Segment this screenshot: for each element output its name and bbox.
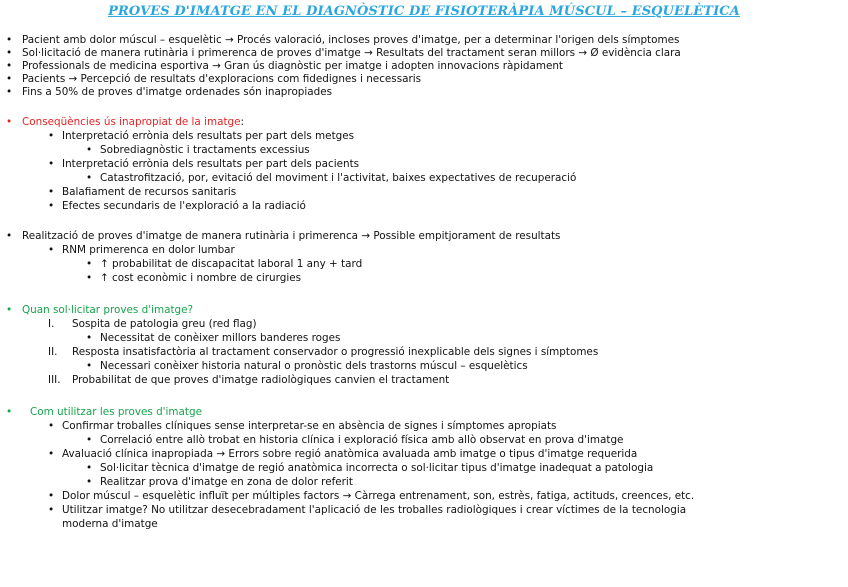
routine-item: ↑ probabilitat de discapacitat laboral 1 any + tard bbox=[100, 258, 363, 270]
bullet-glyph: • bbox=[6, 60, 13, 72]
bullet-glyph: • bbox=[48, 448, 55, 460]
routine-item: ↑ cost econòmic i nombre de cirurgies bbox=[100, 272, 302, 284]
bullet-glyph: • bbox=[48, 130, 55, 142]
consequence-item: Interpretació errònia dels resultats per part dels metges bbox=[62, 130, 355, 142]
bullet-glyph: • bbox=[6, 86, 13, 98]
bullet-glyph: • bbox=[6, 47, 13, 59]
bullet-glyph: • bbox=[6, 304, 13, 316]
bullet-glyph: • bbox=[86, 144, 93, 156]
intro-item: Professionals de medicina esportiva → Gran ús diagnòstic per imatge i adopten innovacions ràpidament bbox=[22, 60, 563, 72]
document-title: PROVES D'IMATGE EN EL DIAGNÒSTIC DE FISIOTERÀPIA MÚSCUL – ESQUELÈTICA bbox=[108, 4, 740, 19]
consequence-subitem: Sobrediagnòstic i tractaments excessius bbox=[100, 144, 310, 156]
bullet-glyph: • bbox=[6, 73, 13, 85]
consequence-item: Efectes secundaris de l'exploració a la radiació bbox=[62, 200, 306, 212]
consequence-subitem: Catastrofització, por, evitació del moviment i l'activitat, baixes expectatives de recuperació bbox=[100, 172, 577, 184]
when-item: Sospita de patologia greu (red flag) bbox=[72, 318, 257, 330]
when-item: Probabilitat de que proves d'imatge radiològiques canvien el tractament bbox=[72, 374, 450, 386]
bullet-glyph: • bbox=[6, 116, 13, 128]
when-subitem: Necessitat de conèixer millors banderes roges bbox=[100, 332, 341, 344]
intro-item: Pacient amb dolor múscul – esquelètic → Procés valoració, incloses proves d'imatge, per a determinar l'origen dels símptomes bbox=[22, 34, 680, 46]
bullet-glyph: • bbox=[86, 476, 93, 488]
bullet-glyph: • bbox=[48, 200, 55, 212]
bullet-glyph: • bbox=[86, 172, 93, 184]
routine-sub: RNM primerenca en dolor lumbar bbox=[62, 244, 235, 256]
bullet-glyph: • bbox=[48, 244, 55, 256]
when-heading: Quan sol·licitar proves d'imatge? bbox=[22, 304, 194, 316]
bullet-glyph: • bbox=[6, 34, 13, 46]
how-subitem: Realitzar prova d'imatge en zona de dolor referit bbox=[100, 476, 353, 488]
how-heading: Com utilitzar les proves d'imatge bbox=[30, 406, 202, 418]
consequence-item: Balafiament de recursos sanitaris bbox=[62, 186, 237, 198]
intro-item: Sol·licitació de manera rutinària i primerenca de proves d'imatge → Resultats del tractament seran millors → Ø evidència clara bbox=[22, 47, 681, 59]
how-item: Dolor múscul – esquelètic influït per múltiples factors → Càrrega entrenament, son, estrès, fatiga, actituds, creences, etc. bbox=[62, 490, 695, 502]
bullet-glyph: • bbox=[48, 186, 55, 198]
how-item: Confirmar troballes clíniques sense interpretar-se en absència de signes i símptomes apropiats bbox=[62, 420, 557, 432]
how-subitem: Correlació entre allò trobat en historia clínica i exploració física amb allò observat en prova d'imatge bbox=[100, 434, 624, 446]
consequence-item: Interpretació errònia dels resultats per part dels pacients bbox=[62, 158, 360, 170]
roman-numeral: II. bbox=[48, 346, 58, 358]
bullet-glyph: • bbox=[86, 462, 93, 474]
when-subitem: Necessari conèixer historia natural o pronòstic dels trastorns múscul – esquelètics bbox=[100, 360, 528, 372]
bullet-glyph: • bbox=[48, 490, 55, 502]
how-item-continuation: moderna d'imatge bbox=[62, 518, 158, 530]
when-item: Resposta insatisfactòria al tractament conservador o progressió inexplicable dels signes i símptomes bbox=[72, 346, 599, 358]
bullet-glyph: • bbox=[48, 158, 55, 170]
roman-numeral: III. bbox=[48, 374, 61, 386]
consequences-heading-text: Conseqüències ús inapropiat de la imatge bbox=[22, 116, 241, 128]
consequences-heading-colon: : bbox=[240, 116, 245, 128]
bullet-glyph: • bbox=[86, 258, 93, 270]
bullet-glyph: • bbox=[6, 230, 13, 242]
bullet-glyph: • bbox=[86, 360, 93, 372]
how-subitem: Sol·licitar tècnica d'imatge de regió anatòmica incorrecta o sol·licitar tipus d'imatge inadequat a patologia bbox=[100, 462, 654, 474]
how-item: Utilitzar imatge? No utilitzar desecebradament l'aplicació de les troballes radiològiques i crear víctimes de la tecnologia bbox=[62, 504, 687, 516]
bullet-glyph: • bbox=[86, 434, 93, 446]
bullet-glyph: • bbox=[86, 332, 93, 344]
bullet-glyph: • bbox=[48, 504, 55, 516]
bullet-glyph: • bbox=[86, 272, 93, 284]
how-item: Avaluació clínica inapropiada → Errors sobre regió anatòmica avaluada amb imatge o tipus d'imatge requerida bbox=[62, 448, 638, 460]
roman-numeral: I. bbox=[48, 318, 55, 330]
bullet-glyph: • bbox=[48, 420, 55, 432]
routine-main: Realització de proves d'imatge de manera rutinària i primerenca → Possible empitjorament de resultats bbox=[22, 230, 561, 242]
intro-item: Fins a 50% de proves d'imatge ordenades són inapropiades bbox=[22, 86, 333, 98]
intro-item: Pacients → Percepció de resultats d'exploracions com fidedignes i necessaris bbox=[22, 73, 422, 85]
consequences-heading bbox=[22, 116, 244, 129]
bullet-glyph: • bbox=[6, 406, 13, 418]
